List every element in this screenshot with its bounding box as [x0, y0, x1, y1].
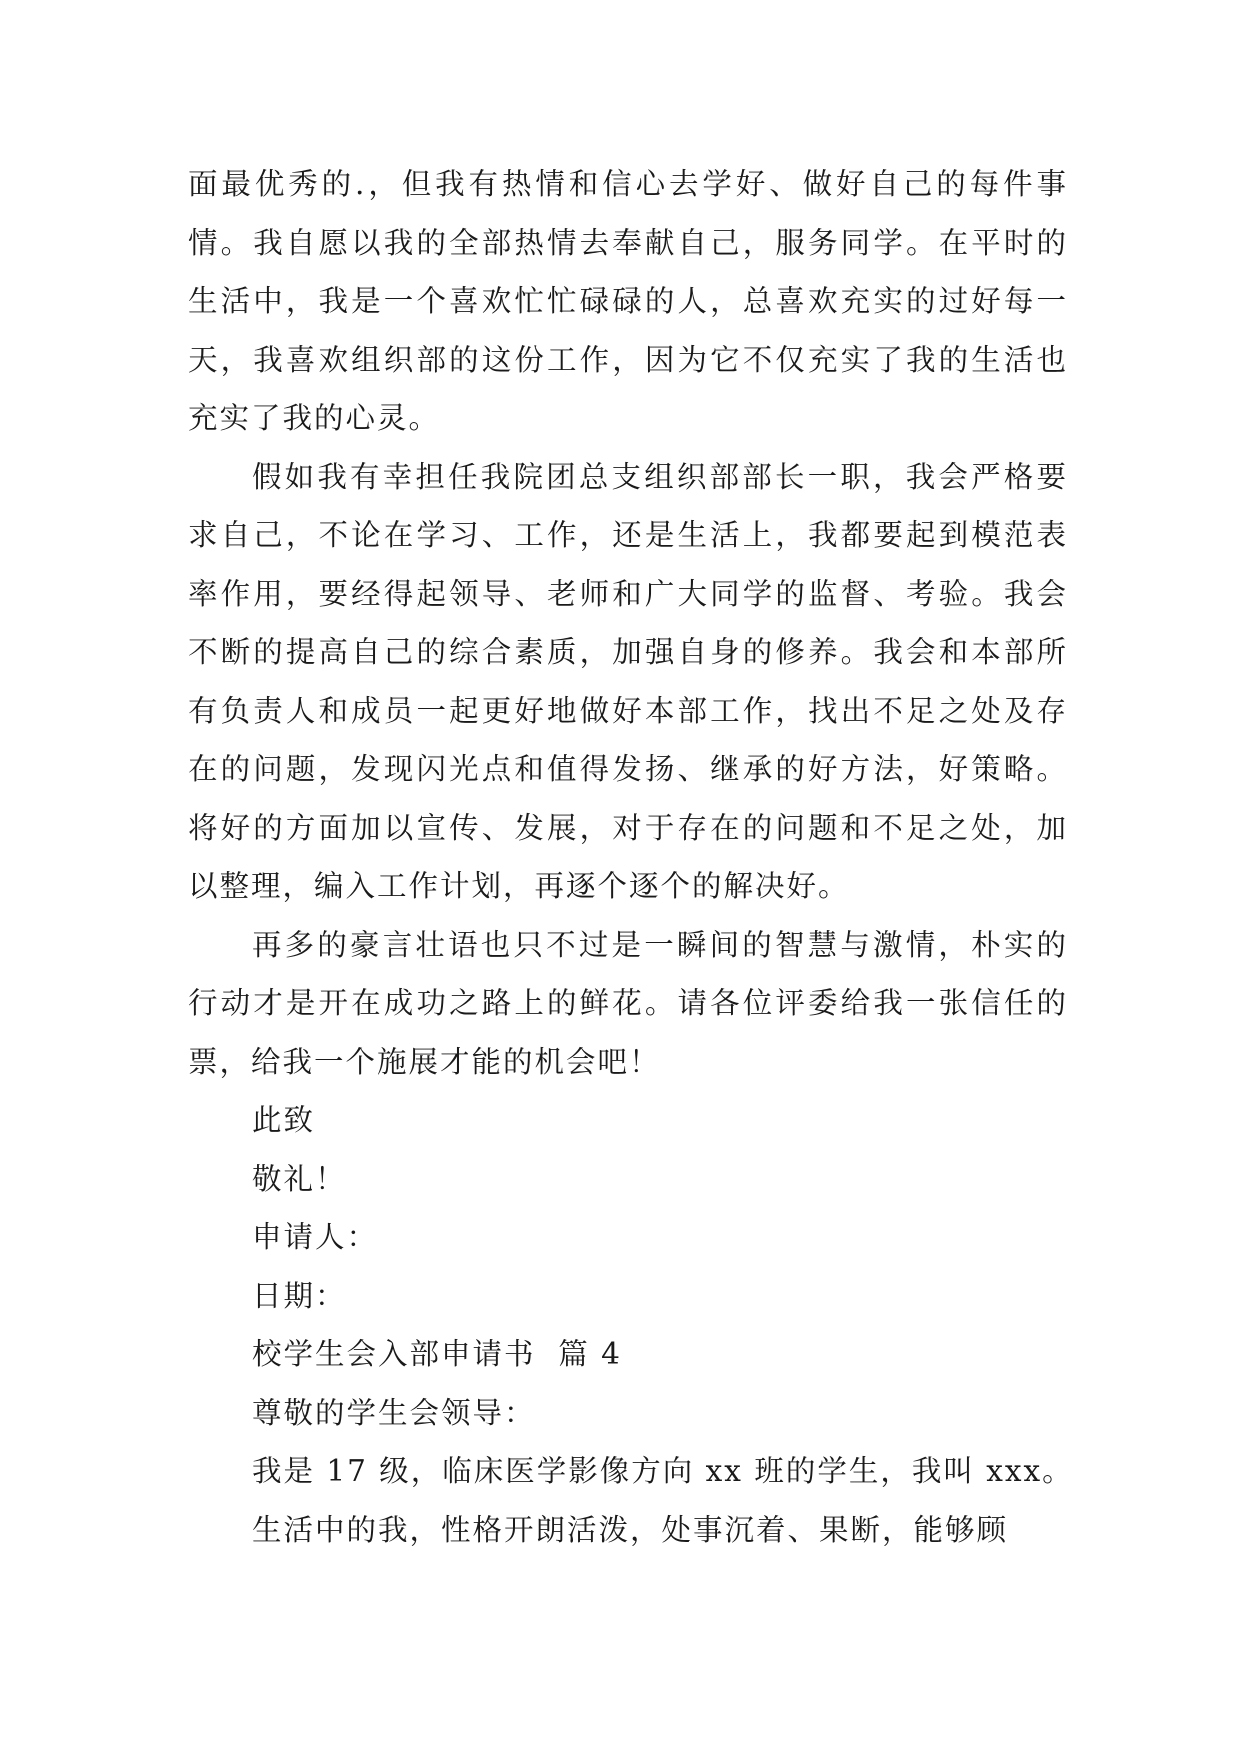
- paragraph-1: 面最优秀的.，但我有热情和信心去学好、做好自己的每件事情。我自愿以我的全部热情去奉献自己，服务同学。在平时的生活中，我是一个喜欢忙忙碌碌的人，总喜欢充实的过好每一天，我喜欢组织部的这份工作，因为它不仅充实了我的生活也充实了我的心灵。: [188, 167, 1068, 435]
- paragraph-2: 假如我有幸担任我院团总支组织部部长一职，我会严格要求自己，不论在学习、工作，还是生活上，我都要起到模范表率作用，要经得起领导、老师和广大同学的监督、考验。我会不断的提高自己的综合素质，加强自身的修养。我会和本部所有负责人和成员一起更好地做好本部工作，找出不足之处及存在的问题，发现闪光点和值得发扬、继承的好方法，好策略。将好的方面加以宣传、发展，对于存在的问题和不足之处，加以整理，编入工作计划，再逐个逐个的解决好。: [188, 459, 1068, 903]
- section-title: 校学生会入部申请书 篇 4: [252, 1337, 622, 1371]
- greeting-line: 尊敬的学生会领导：: [252, 1395, 536, 1430]
- date-label: 日期：: [252, 1278, 347, 1313]
- document-body: [188, 155, 1074, 1559]
- paragraph-3: 再多的豪言壮语也只不过是一瞬间的智慧与激情，朴实的行动才是开在成功之路上的鲜花。请各位评委给我一张信任的票，给我一个施展才能的机会吧！: [188, 927, 1068, 1079]
- applicant-label: 申请人：: [252, 1220, 379, 1254]
- continuation-line: 生活中的我，性格开朗活泼，处事沉着、果断，能够顾: [252, 1512, 1009, 1547]
- salute-line: 敬礼！: [252, 1161, 347, 1196]
- intro-line: 我是 17 级，临床医学影像方向 xx 班的学生，我叫 xxx。: [252, 1454, 1074, 1488]
- closing-line: 此致: [252, 1103, 316, 1137]
